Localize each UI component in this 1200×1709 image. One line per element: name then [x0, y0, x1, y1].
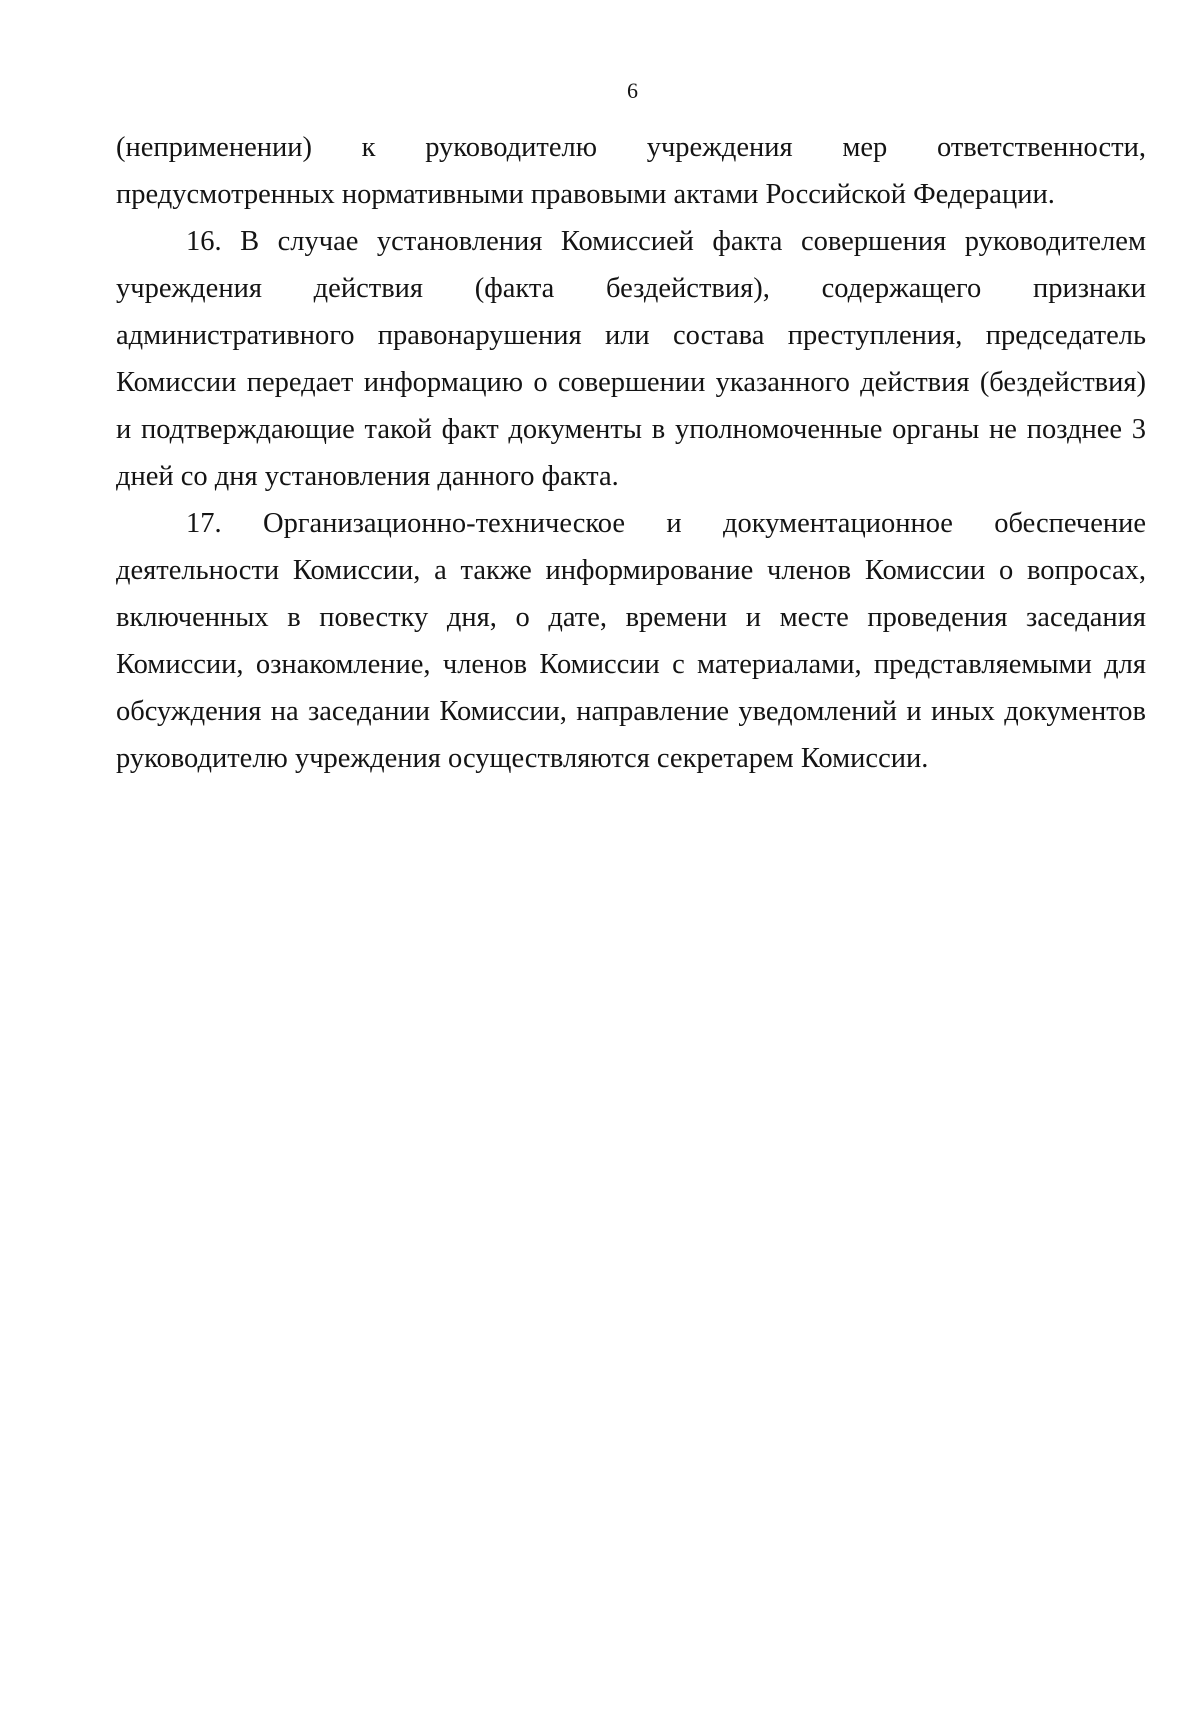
paragraph-number: 16. [186, 226, 222, 257]
document-body [116, 124, 1146, 782]
page-number: 6 [627, 78, 638, 103]
paragraph-text: В случае установления Комиссией факта совершения руководителем учреждения действия (факта бездействия), содержащего признаки административного правонарушения или состава преступления, председатель Комиссии передает информацию о совершении указанного действия (бездействия) и подтверждающие такой факт документы в уполномоченные органы не позднее 3 дней со дня установления данного факта. [116, 226, 1146, 492]
paragraph-number: 17. [186, 508, 222, 539]
paragraph-16 [116, 218, 1146, 500]
paragraph-17 [116, 500, 1146, 782]
paragraph-continuation [116, 124, 1146, 218]
paragraph-text: (неприменении) к руководителю учреждения мер ответственности, предусмотренных нормативными правовыми актами Российской Федерации. [116, 132, 1146, 210]
paragraph-text: Организационно-техническое и документационное обеспечение деятельности Комиссии, а также информирование членов Комиссии о вопросах, включенных в повестку дня, о дате, времени и месте проведения заседания Комиссии, ознакомление, членов Комиссии с материалами, представляемыми для обсуждения на заседании Комиссии, направление уведомлений и иных документов руководителю учреждения осуществляются секретарем Комиссии. [116, 508, 1147, 774]
